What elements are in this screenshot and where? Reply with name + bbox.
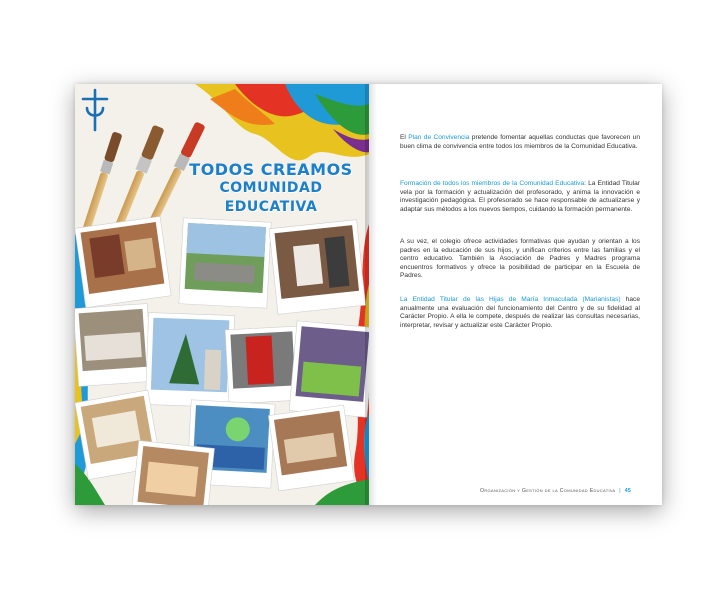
paragraph-entidad-titular [400, 296, 640, 330]
paragraph-actividades [400, 238, 640, 281]
photo-07 [289, 321, 369, 417]
photo-10 [268, 405, 354, 491]
collage-artwork [75, 84, 369, 505]
photo-11 [131, 441, 215, 505]
photo-02 [179, 218, 271, 308]
page-number: 45 [624, 488, 632, 494]
paragraph-prefix: El [400, 134, 409, 141]
collage-headline [171, 160, 369, 217]
paragraph-body: hace anualmente una evaluación del funcionamiento del Centro y de su fidelidad al Carácter Propio. A ella le compete, después de realizar las consultas necesarias, interpretar, revisar y actualizar este Carácter Propio. [400, 296, 640, 329]
footer-title: Organización y Gestión de la Comunidad Educativa [480, 488, 616, 494]
paragraph-body: : La Entidad Titular vela por la formación y actualización del profesorado, y anima la innovación e investigación pedagógica. El profesorado se hace responsable de actualizarse y adaptar sus métodos a los nuevos tiempos, cuidando la formación permanente. [400, 180, 640, 213]
page-footer [480, 488, 661, 494]
left-page-collage [75, 84, 369, 505]
paragraph-body: A su vez, el colegio ofrece actividades formativas que ayudan y orientan a los padres en la educación de sus hijos, y unifican criterios entre las familias y el centro educativo. También la Asociación de Padres y Madres programa encuentros formativos y ofrece la posibilidad de participar en la Escuela de Padres. [400, 238, 640, 280]
photo-05 [145, 313, 234, 408]
headline-line-2: COMUNIDAD EDUCATIVA [219, 180, 323, 215]
photo-03 [269, 220, 366, 315]
footer-separator: | [619, 488, 621, 494]
photo-01 [75, 216, 171, 307]
photo-04 [75, 304, 153, 387]
right-page-text [371, 84, 662, 505]
highlight-plan-convivencia: Plan de Convivencia [408, 134, 470, 141]
photo-06 [225, 326, 301, 404]
highlight-entidad-titular: La Entidad Titular de las Hijas de María Inmaculada (Marianistas) [400, 296, 621, 303]
paragraph-formacion [400, 180, 640, 214]
headline-line-1: TODOS CREAMOS [189, 160, 353, 179]
paint-splash-top [195, 84, 369, 160]
paragraph-plan-convivencia [400, 134, 640, 151]
paragraph-body: pretende fomentar aquellas conductas que favorecen un buen clima de convivencia entre todos los miembros de la Comunidad Educativa. [400, 134, 640, 150]
brochure-spread [75, 84, 662, 505]
cross-anchor-icon [83, 90, 107, 130]
highlight-formacion: Formación de todos los miembros de la Comunidad Educativa [400, 180, 585, 187]
